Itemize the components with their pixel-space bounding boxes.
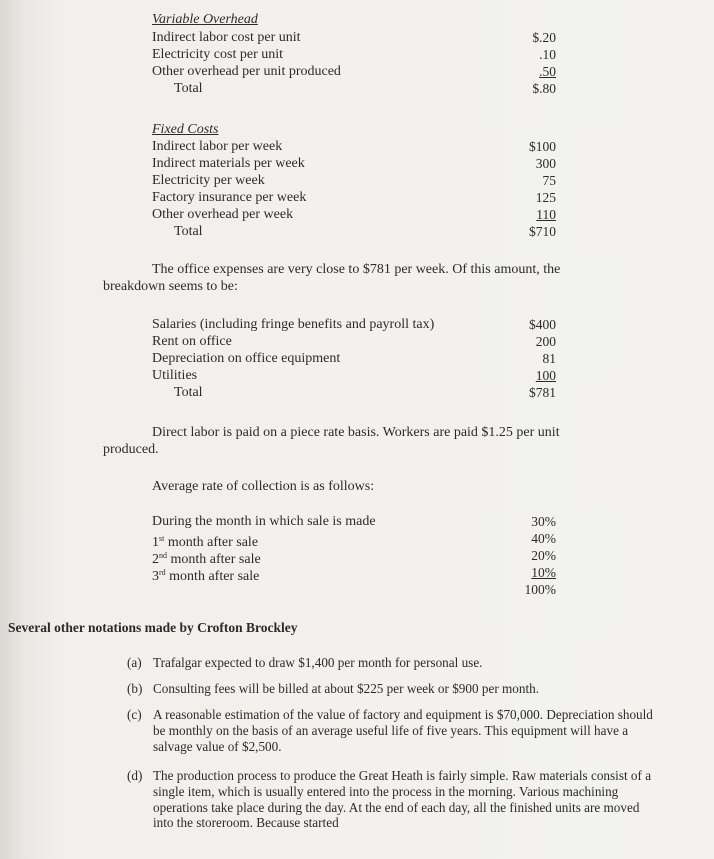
fc-label-1: Indirect labor per week (152, 139, 283, 154)
notation-tag-b: (b) (127, 681, 143, 696)
fc-amount-5: 110 (536, 207, 556, 222)
notations-heading: Several other notations made by Crofton Brockley (8, 620, 298, 635)
collection-label-1: During the month in which sale is made (152, 514, 376, 529)
collection-label-3: 2nd month after sale (152, 551, 261, 567)
oe-amount-4: 100 (535, 368, 556, 383)
fc-label-4: Factory insurance per week (152, 190, 307, 205)
oe-label-3: Depreciation on office equipment (152, 351, 341, 366)
fc-amount-1: $100 (529, 139, 556, 154)
collection-amount-2: 40% (531, 531, 556, 546)
notation-tag-a: (a) (127, 655, 142, 670)
notation-item-c (127, 707, 667, 757)
fixed-costs-heading: Fixed Costs (152, 122, 219, 137)
oe-amount-1: $400 (529, 317, 556, 332)
oe-label-4: Utilities (152, 368, 198, 383)
collection-total-amount: 100% (524, 582, 556, 597)
collection-amount-1: 30% (531, 514, 556, 529)
oe-total-amount: $781 (529, 385, 556, 400)
fc-label-2: Indirect materials per week (152, 156, 305, 171)
notation-tag-d: (d) (127, 768, 143, 783)
vo-amount-2: .10 (539, 47, 556, 62)
office-intro-line-1: The office expenses are very close to $781 per week. Of this amount, the (152, 262, 561, 277)
oe-label-1: Salaries (including fringe benefits and payroll tax) (152, 317, 435, 332)
notation-text-b: Consulting fees will be billed at about $225 per week or $900 per month. (153, 681, 540, 696)
notation-item-b (127, 681, 667, 699)
fc-label-5: Other overhead per week (152, 207, 294, 222)
notation-item-a (127, 655, 667, 673)
notation-text-a: Trafalgar expected to draw $1,400 per month for personal use. (153, 655, 483, 670)
vo-amount-3: .50 (539, 64, 556, 79)
collection-label-4: 3rd month after sale (152, 568, 260, 584)
collection-amount-3: 20% (531, 548, 556, 563)
collection-label-2: 1st month after sale (152, 534, 259, 550)
notation-text-c: A reasonable estimation of the value of factory and equipment is $70,000. Depreciation should be monthly on the basis of an average useful life of five years. This equipment will have a salvage value of $2,500. (153, 707, 653, 754)
vo-amount-1: $.20 (532, 30, 556, 45)
notation-tag-c: (c) (127, 707, 142, 722)
collection-intro: Average rate of collection is as follows: (152, 479, 375, 494)
oe-total-label: Total (174, 385, 203, 400)
office-intro-line-2: breakdown seems to be: (103, 279, 238, 294)
variable-overhead-heading: Variable Overhead (152, 12, 258, 27)
fc-amount-3: 75 (542, 173, 556, 188)
fc-total-amount: $710 (529, 224, 556, 239)
vo-total-amount: $.80 (532, 81, 556, 96)
collection-amount-4: 10% (531, 565, 556, 580)
notation-text-d: The production process to produce the Great Heath is fairly simple. Raw materials consist of a single item, which is usually entered into the process in the morning. Various machining operations take place during the day. At the end of each day, all the finished units are moved into the storeroom. Because started (153, 768, 652, 831)
fc-amount-2: 300 (535, 156, 556, 171)
vo-total-label: Total (174, 81, 203, 96)
direct-labor-line-2: produced. (103, 442, 159, 457)
fc-total-label: Total (174, 224, 203, 239)
vo-label-1: Indirect labor cost per unit (152, 30, 301, 45)
vo-label-2: Electricity cost per unit (152, 47, 284, 62)
oe-amount-3: 81 (542, 351, 556, 366)
fc-amount-4: 125 (535, 190, 556, 205)
oe-label-2: Rent on office (152, 334, 232, 349)
oe-amount-2: 200 (535, 334, 556, 349)
direct-labor-line-1: Direct labor is paid on a piece rate basis. Workers are paid $1.25 per unit (152, 425, 560, 440)
notation-item-d (127, 768, 667, 848)
fc-label-3: Electricity per week (152, 173, 265, 188)
vo-label-3: Other overhead per unit produced (152, 64, 341, 79)
